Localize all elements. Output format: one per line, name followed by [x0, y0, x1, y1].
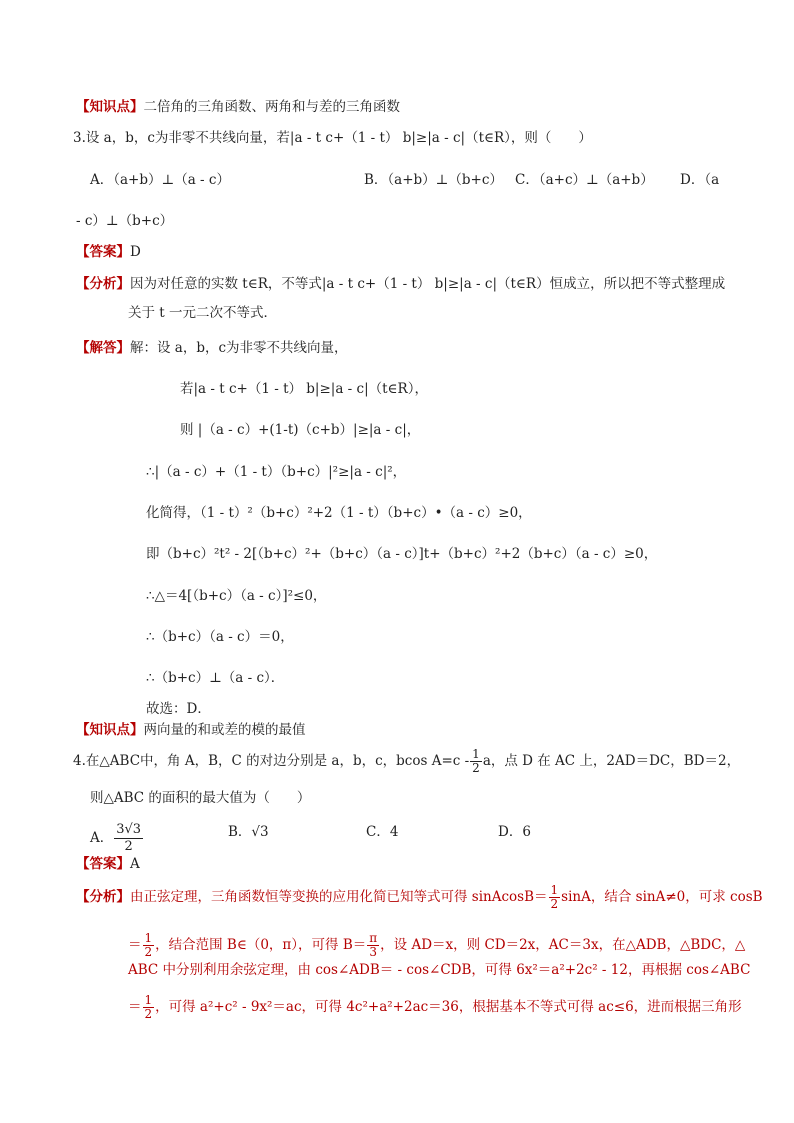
analysis-line-4 [128, 994, 742, 1021]
analysis-text: ＝ [128, 999, 142, 1015]
question-3-choice-a [90, 170, 230, 190]
knowledge-point-text: 两向量的和或差的模的最值 [143, 722, 306, 738]
question-4-choice-d [498, 822, 531, 842]
answer-line [76, 854, 140, 874]
question-4-choice-b [228, 822, 269, 842]
solution-step-text: 化简得，（1 - t）²（b+c）²+2（1 - t）（b+c）•（a - c）≥0， [146, 505, 532, 521]
choice-d: D．6 [498, 824, 531, 840]
fraction-numerator: 1 [550, 883, 559, 897]
solution-step-4 [146, 503, 532, 523]
solution-step-text: ∴|（a - c）+（1 - t）（b+c）|²≥|a - c|²， [146, 464, 407, 480]
analysis-label: 【分析】 [76, 889, 130, 905]
analysis-line-2 [128, 303, 277, 323]
fraction-denominator: 2 [124, 839, 133, 854]
analysis-line-3 [128, 960, 750, 980]
fraction-half [143, 932, 155, 959]
question-4-choice-c [366, 822, 398, 842]
choice-b: B．√3 [228, 824, 269, 840]
solution-step-text: 则 |（a - c）+(1-t)（c+b）|≥|a - c|， [180, 422, 421, 438]
choice-c: C．4 [366, 824, 399, 840]
solution-step-text: ∴（b+c）⊥（a - c）． [146, 670, 285, 686]
fraction-numerator: 3√3 [116, 822, 142, 837]
answer-label: 【答案】 [76, 856, 130, 872]
fraction-numerator: 1 [472, 747, 480, 761]
fraction-denominator: 3 [369, 945, 378, 959]
choice-d: D．（a [680, 172, 720, 188]
question-3-choice-c [515, 170, 654, 190]
fraction-half [470, 748, 482, 775]
knowledge-point-text: 二倍角的三角函数、两角和与差的三角函数 [143, 99, 400, 115]
knowledge-point-label: 【知识点】 [76, 722, 144, 738]
analysis-text: sinA，结合 sinA≠0，可求 cosB [561, 889, 763, 905]
solution-step-7 [146, 627, 294, 647]
question-stem-text: 则△ABC 的面积的最大值为（ ） [90, 790, 311, 806]
question-4-stem-1 [73, 748, 740, 775]
solution-label: 【解答】 [76, 340, 130, 356]
knowledge-point-label: 【知识点】 [76, 99, 144, 115]
answer-value: D [130, 244, 141, 260]
analysis-line-2 [128, 932, 745, 959]
solution-step-6 [146, 586, 326, 606]
solution-step-text: ∴△＝4[（b+c）（a - c）]²≤0， [146, 588, 327, 604]
analysis-line-1 [76, 884, 763, 911]
solution-text: 解：设 a，b，c为非零不共线向量， [130, 340, 348, 356]
question-number: 4. [73, 753, 86, 769]
analysis-label: 【分析】 [76, 276, 130, 292]
analysis-text: ，结合范围 B∈（0，π），可得 B＝ [155, 937, 367, 953]
analysis-text: ，可得 a²+c² - 9x²＝ac，可得 4c²+a²+2ac＝36，根据基本不等式可得 ac≤6，进而根据三角形 [155, 999, 742, 1015]
fraction-denominator: 2 [144, 945, 153, 959]
solution-step-text: 即（b+c）²t² - 2[（b+c）²+（b+c）（a - c）]t+（b+c）²+2（b+c）（a - c）≥0， [146, 546, 658, 562]
analysis-text: ABC 中分别利用余弦定理，由 cos∠ADB＝ - cos∠CDB，可得 6x²＝a²+2c² - 12，再根据 cos∠ABC [128, 962, 751, 978]
analysis-text: ＝ [128, 937, 142, 953]
answer-label: 【答案】 [76, 244, 130, 260]
question-3-choice-b [364, 170, 503, 190]
fraction-numerator: π [369, 931, 378, 945]
choice-c: C．（a+c）⊥（a+b） [515, 172, 654, 188]
question-3-stem [73, 128, 592, 148]
choice-a-label: A． [90, 830, 114, 846]
solution-step-8 [146, 668, 284, 688]
choice-a: A．（a+b）⊥（a - c） [90, 172, 230, 188]
solution-step-text: ∴（b+c）（a - c）＝0， [146, 629, 294, 645]
fraction-denominator: 2 [144, 1007, 153, 1021]
fraction-pi-over-3 [367, 932, 379, 959]
answer-line [76, 242, 141, 262]
question-3-choice-d [680, 170, 719, 190]
choice-b: B．（a+b）⊥（b+c） [364, 172, 503, 188]
solution-step-9 [146, 699, 211, 719]
analysis-text: 关于 t 一元二次不等式． [128, 305, 278, 321]
knowledge-point-line [76, 720, 306, 740]
solution-step-1 [180, 379, 428, 399]
analysis-line-1 [76, 274, 725, 294]
solution-line [76, 338, 348, 358]
solution-step-text: 故选：D． [146, 701, 211, 717]
analysis-text: ，设 AD＝x，则 CD＝2x，AC＝3x，在△ADB，△BDC，△ [380, 937, 746, 953]
question-stem-text: 设 a，b，c为非零不共线向量，若|a - t c+（1 - t） b|≥|a - c|（t∈R），则（ ） [85, 130, 592, 146]
fraction-denominator: 2 [550, 897, 559, 911]
choice-a-fraction [114, 822, 143, 855]
analysis-text: 因为对任意的实数 t∈R，不等式|a - t c+（1 - t） b|≥|a - c|（t∈R）恒成立，所以把不等式整理成 [130, 276, 726, 292]
fraction-half [143, 994, 155, 1021]
question-stem-text: a，点 D 在 AC 上，2AD＝DC，BD＝2， [482, 753, 741, 769]
fraction-numerator: 1 [144, 931, 153, 945]
question-4-stem-2 [90, 788, 310, 808]
question-stem-text: 在△ABC中，角 A，B，C 的对边分别是 a，b，c，bcos A=c - [85, 753, 470, 769]
fraction-denominator: 2 [472, 761, 480, 775]
knowledge-point-line [76, 97, 400, 117]
analysis-text: 由正弦定理，三角函数恒等变换的应用化简已知等式可得 sinAcosB＝ [130, 889, 548, 905]
question-number: 3. [73, 130, 86, 146]
fraction-half [549, 884, 561, 911]
solution-step-2 [180, 420, 420, 440]
solution-step-text: 若|a - t c+（1 - t） b|≥|a - c|（t∈R）， [180, 381, 428, 397]
question-3-choice-d-continued [76, 211, 173, 231]
choice-d-continued: - c）⊥（b+c） [76, 213, 174, 229]
solution-step-3 [146, 462, 406, 482]
solution-step-5 [146, 544, 657, 564]
answer-value: A [130, 856, 140, 872]
question-4-choice-a [90, 822, 144, 855]
fraction-numerator: 1 [144, 993, 153, 1007]
